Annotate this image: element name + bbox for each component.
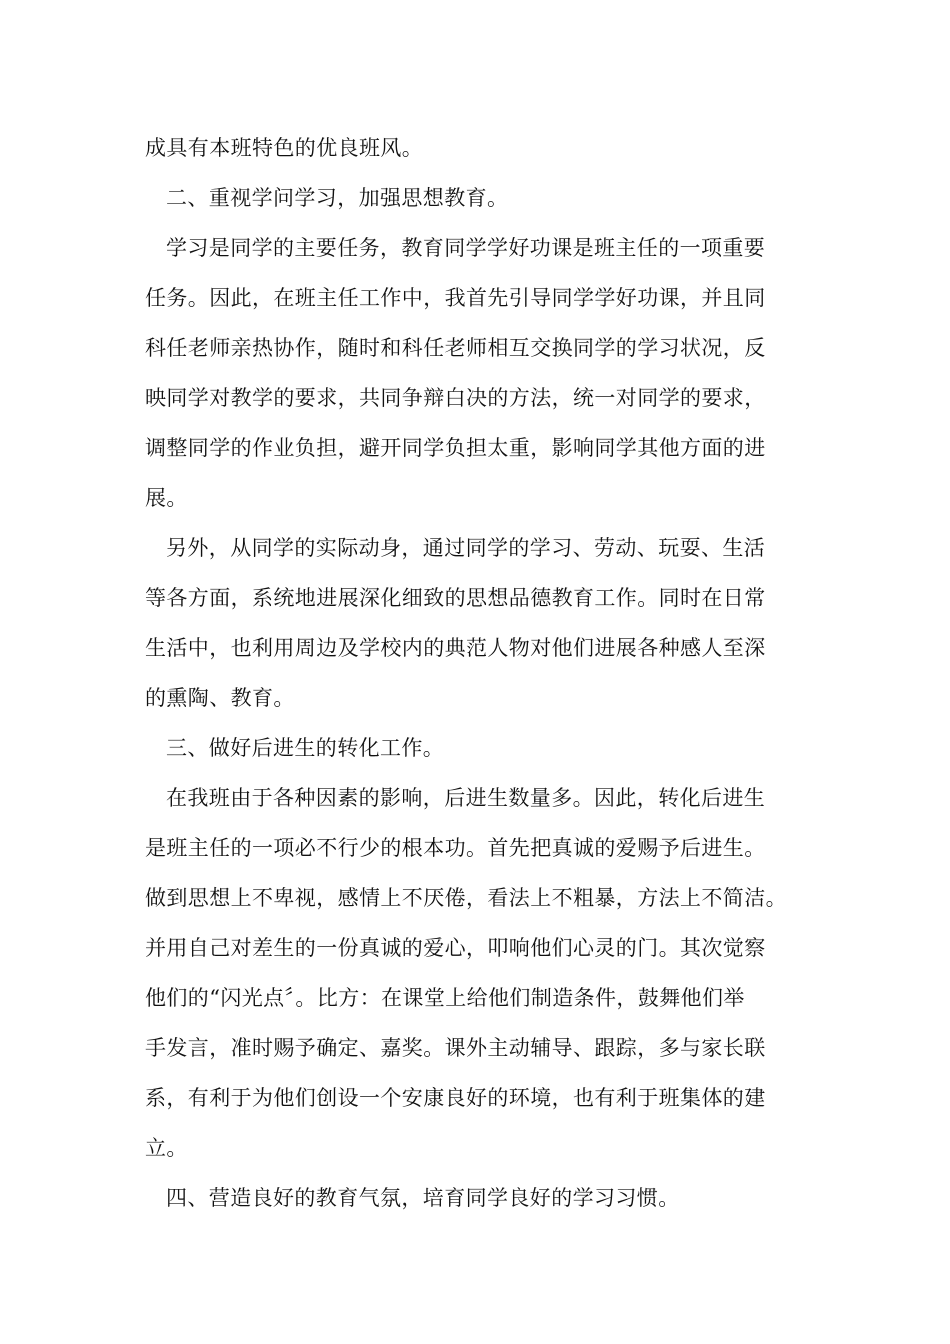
text-line: 做到思想上不卑视，感情上不厌倦，看法上不粗暴，方法上不简洁。 [145,886,787,910]
text-line: 科任老师亲热协作，随时和科任老师相互交换同学的学习状况，反 [145,336,766,360]
text-line: 立。 [145,1136,188,1160]
text-line: 生活中，也利用周边及学校内的典范人物对他们进展各种感人至深 [145,636,766,660]
section-heading: 二、重视学问学习，加强思想教育。 [166,186,509,210]
section-heading: 四、营造良好的教育气氛，培育同学良好的学习习惯。 [166,1186,680,1210]
text-line: 学习是同学的主要任务，教育同学学好功课是班主任的一项重要 [166,236,766,260]
text-line: 任务。因此，在班主任工作中，我首先引导同学学好功课，并且同 [145,286,766,310]
text-line: 调整同学的作业负担，避开同学负担太重，影响同学其他方面的进 [145,436,766,460]
text-line: 在我班由于各种因素的影响，后进生数量多。因此，转化后进生 [166,786,766,810]
text-line: 并用自己对差生的一份真诚的爱心，叩响他们心灵的门。其次觉察 [145,936,766,960]
text-line: 展。 [145,486,188,510]
text-line: 手发言，准时赐予确定、嘉奖。课外主动辅导、跟踪，多与家长联 [145,1036,766,1060]
text-line: 他们的“闪光点〞。比方：在课堂上给他们制造条件，鼓舞他们举 [145,986,745,1010]
text-line: 成具有本班特色的优良班风。 [145,136,424,160]
text-line: 是班主任的一项必不行少的根本功。首先把真诚的爱赐予后进生。 [145,836,766,860]
text-line: 的熏陶、教育。 [145,686,295,710]
text-line: 系，有利于为他们创设一个安康良好的环境，也有利于班集体的建 [145,1086,766,1110]
text-line: 映同学对教学的要求，共同争辩白决的方法，统一对同学的要求， [145,386,766,410]
text-line: 等各方面，系统地进展深化细致的思想品德教育工作。同时在日常 [145,586,766,610]
text-line: 另外，从同学的实际动身，通过同学的学习、劳动、玩耍、生活 [166,536,766,560]
section-heading: 三、做好后进生的转化工作。 [166,736,445,760]
